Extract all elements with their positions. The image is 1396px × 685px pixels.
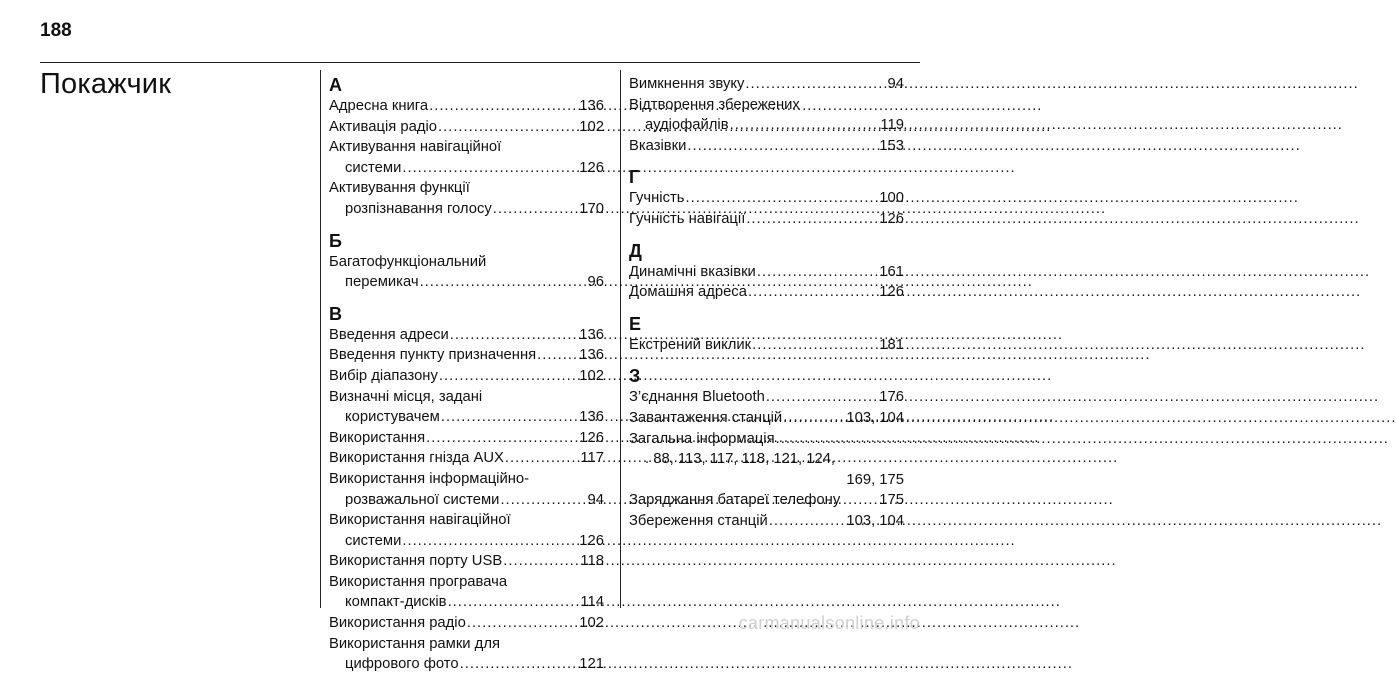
dot-leader [503,551,579,572]
dot-leader [402,531,578,552]
index-page-ref[interactable]: 114 [580,594,604,611]
index-page-ref[interactable]: 136 [579,326,604,343]
index-entry[interactable] [629,511,904,532]
index-entry-text: Збереження станцій [629,512,768,529]
index-entry[interactable] [329,428,604,449]
page-title: Покажчик [40,68,172,100]
index-page-ref[interactable]: 176 [879,389,904,406]
index-column-2 [629,74,904,542]
index-entry-text: системи [345,159,402,176]
index-entry-text: системи [345,532,402,549]
index-page-ref[interactable]: 100 [879,190,904,207]
index-entry[interactable] [629,282,904,303]
index-entry[interactable] [629,490,904,511]
index-page-ref[interactable]: 136 [579,98,604,114]
dot-leader [757,262,878,283]
index-entry[interactable] [329,510,604,551]
dot-leader [537,345,578,366]
index-entry[interactable] [329,117,604,138]
index-page-ref[interactable]: 102 [579,367,604,384]
index-entry[interactable] [329,469,604,510]
index-group [629,74,904,156]
dot-leader [766,387,878,408]
index-page-ref[interactable]: 103, 104 [846,512,904,529]
index-entry[interactable] [629,209,904,230]
index-entry-text: Гучність [629,190,685,207]
dot-leader [687,136,878,157]
index-page-refs-continued[interactable]: 169, 175 [846,471,904,488]
index-page-ref[interactable]: 94 [887,76,904,92]
dot-leader [467,613,578,634]
dot-leader [746,209,878,230]
index-entry-text: перемикач [345,274,419,291]
index-group [629,313,904,356]
index-page-ref[interactable]: 121 [579,656,604,673]
index-entry[interactable] [329,96,604,117]
dot-leader [748,282,878,303]
index-entry-text: Визначні місця, задані [329,388,483,405]
dot-leader [685,188,878,209]
index-entry[interactable] [629,429,904,491]
index-letter-heading: В [329,303,342,324]
index-entry-text: Адресна книга [329,98,429,114]
index-entry-text: Екстрений виклик [629,336,752,353]
index-entry[interactable] [629,188,904,209]
index-entry-text: Вимкнення звуку [629,76,745,92]
dot-leader [460,654,579,675]
index-entry[interactable] [329,551,604,572]
index-group [329,230,604,293]
index-entry-text: Введення пункту призначення [329,347,537,364]
page-number: 188 [40,20,72,41]
index-group [629,166,904,229]
index-page-ref[interactable]: 136 [579,347,604,364]
index-entry-text: Введення адреси [329,326,449,343]
index-entry-text: Використання радіо [329,615,466,632]
index-entry-text: розважальної системи [345,491,500,508]
index-entry-text: Використання гнізда AUX [329,450,504,467]
dot-leader [420,272,587,293]
dot-leader [769,511,846,532]
index-page-ref[interactable]: 181 [879,336,904,353]
column-divider-left [320,70,321,608]
index-entry[interactable] [629,95,904,136]
dot-leader [441,407,578,428]
index-letter-heading: Д [629,240,642,261]
header-rule [40,62,920,63]
index-entry[interactable] [329,366,604,387]
index-page-ref[interactable]: 175 [879,492,904,509]
index-entry-text: Вказівки [629,137,687,154]
index-page-ref[interactable]: 153 [879,137,904,154]
index-entry[interactable] [629,387,904,408]
index-group [329,74,604,220]
index-entry[interactable] [329,252,604,293]
index-group [329,303,604,675]
index-entry-text: Використання рамки для [329,635,500,652]
index-entry[interactable] [329,572,604,613]
dot-leader [745,74,886,95]
index-page-ref[interactable]: 102 [579,118,604,135]
index-entry[interactable] [329,634,604,675]
index-entry-text: Використання порту USB [329,553,503,570]
index-page-ref[interactable]: 126 [579,532,604,549]
index-entry-text: Активація радіо [329,118,437,135]
index-page-ref[interactable]: 118 [580,553,604,570]
dot-leader [730,115,880,136]
index-entry-text: аудіофайлів [645,117,729,134]
dot-leader [776,429,903,450]
dot-leader [448,592,580,613]
index-entry-text: Використання навігаційної [329,512,511,529]
index-page-ref[interactable]: 103, 104 [846,409,904,426]
index-entry[interactable] [629,74,904,95]
index-entry-text: З’єднання Bluetooth [629,389,765,406]
dot-leader [450,325,579,346]
index-entry-text: Відтворення збережених [629,96,800,113]
index-page-ref[interactable]: 170 [579,200,604,217]
index-entry-text: Багатофункціональний [329,253,487,270]
index-letter-heading: Б [329,230,342,251]
index-entry-text: Активування навігаційної [329,139,502,156]
index-entry-text: Заряджання батареї телефону [629,492,841,509]
dot-leader [439,366,578,387]
index-entry-text: Гучність навігації [629,210,746,227]
index-page-ref[interactable]: 126 [579,429,604,446]
index-letter-heading: З [629,366,641,387]
index-entry-text: Домашня адреса [629,284,747,301]
index-letter-heading: Г [629,167,640,188]
dot-leader [505,448,579,469]
index-entry-text: Завантаження станцій [629,409,783,426]
index-page-ref[interactable]: 102 [579,615,604,632]
index-page-ref[interactable]: 126 [879,284,904,301]
index-entry[interactable] [329,178,604,219]
index-page-ref[interactable]: 117 [580,450,604,467]
index-entry[interactable] [329,137,604,178]
index-page-ref[interactable]: 126 [879,210,904,227]
dot-leader [783,408,845,429]
index-page-ref[interactable]: 94 [587,491,604,508]
index-entry[interactable] [629,408,904,429]
index-entry-text: розпізнавання голосу [345,200,492,217]
index-entry[interactable] [329,325,604,346]
index-group [629,365,904,531]
dot-leader [426,428,578,449]
dot-leader [429,96,578,117]
index-page-ref[interactable]: 161 [879,263,904,280]
index-page-ref[interactable]: 136 [579,409,604,426]
dot-leader [402,158,578,179]
index-entry-text: Використання програвача [329,573,508,590]
index-page-refs-continued[interactable]: . 88, 113, 117, 118, 121, 124, [645,451,836,468]
index-entry-text: компакт-дисків [345,594,447,611]
index-entry-text: цифрового фото [345,656,459,673]
index-entry-text: Використання інформаційно- [329,470,530,487]
index-entry[interactable] [629,136,904,157]
watermark: carmanualsonline.info [738,613,920,633]
index-entry-text: Активування функції [329,180,470,197]
index-entry[interactable] [629,262,904,283]
dot-leader [500,490,586,511]
index-entry-text: Вибір діапазону [329,367,438,384]
index-entry[interactable] [329,613,604,634]
dot-leader [438,117,578,138]
index-page-ref[interactable]: 96 [587,274,604,291]
index-entry-text: Динамічні вказівки [629,263,756,280]
index-letter-heading: Е [629,313,642,334]
index-entry[interactable] [329,387,604,428]
index-entry[interactable] [329,345,604,366]
index-entry[interactable] [329,448,604,469]
index-page-ref[interactable]: 119 [880,117,904,134]
index-entry-text: Використання [329,429,426,446]
dot-leader [493,199,579,220]
index-entry-text: користувачем [345,409,440,426]
dot-leader [752,335,878,356]
index-letter-heading: А [329,75,342,95]
index-entry[interactable] [629,335,904,356]
index-column-1 [329,74,604,685]
index-entry-text: Загальна інформація [629,430,775,447]
index-group [629,240,904,303]
index-page-ref[interactable]: 126 [579,159,604,176]
